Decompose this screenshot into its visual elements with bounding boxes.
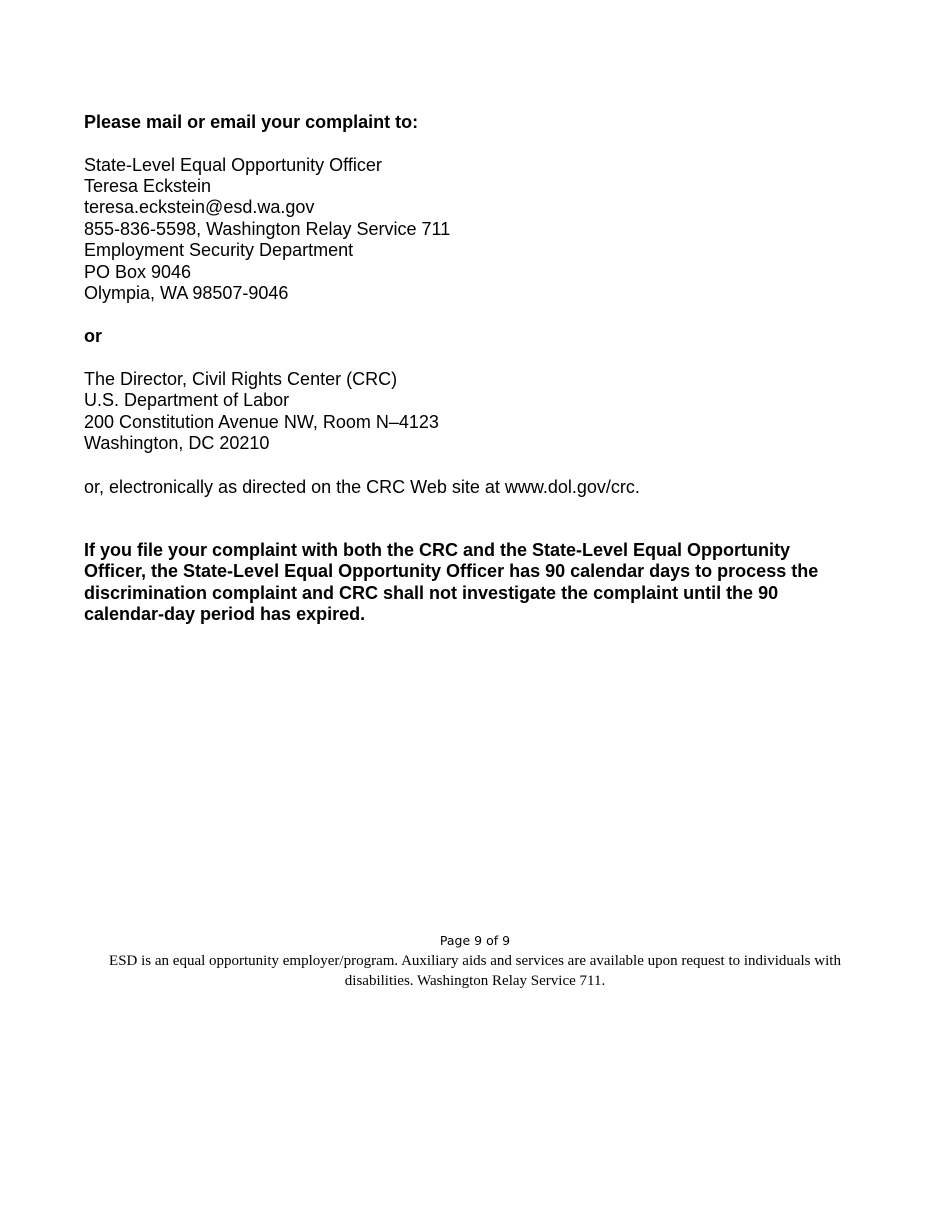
or-label: or [84, 326, 102, 346]
state-officer-name: Teresa Eckstein [84, 176, 212, 196]
state-officer-email: teresa.eckstein@esd.wa.gov [84, 197, 315, 217]
crc-agency: U.S. Department of Labor [84, 390, 290, 410]
crc-title: The Director, Civil Rights Center (CRC) [84, 369, 398, 389]
state-officer-city: Olympia, WA 98507-9046 [84, 283, 289, 303]
complaint-heading: Please mail or email your complaint to: [84, 112, 419, 132]
crc-city: Washington, DC 20210 [84, 433, 270, 453]
state-officer-title: State-Level Equal Opportunity Officer [84, 155, 382, 175]
state-officer-po-box: PO Box 9046 [84, 262, 192, 282]
crc-street: 200 Constitution Avenue NW, Room N–4123 [84, 412, 439, 432]
processing-notice: If you file your complaint with both the CRC and the State-Level Equal Opportunity Officer, the State-Level Equal Opportunity Officer has 90 calendar days to process the discrimination complaint and CRC shall not investigate the complaint until the 90 calendar-day period has expired. [84, 540, 819, 625]
footer-note: ESD is an equal opportunity employer/program. Auxiliary aids and services are available upon request to individuals with disabilities. Washington Relay Service 711. [109, 953, 841, 989]
electronic-note: or, electronically as directed on the CRC Web site at www.dol.gov/crc. [84, 477, 640, 497]
state-officer-department: Employment Security Department [84, 240, 354, 260]
state-officer-phone: 855-836-5598, Washington Relay Service 711 [84, 219, 451, 239]
page-number: Page 9 of 9 [439, 933, 511, 948]
